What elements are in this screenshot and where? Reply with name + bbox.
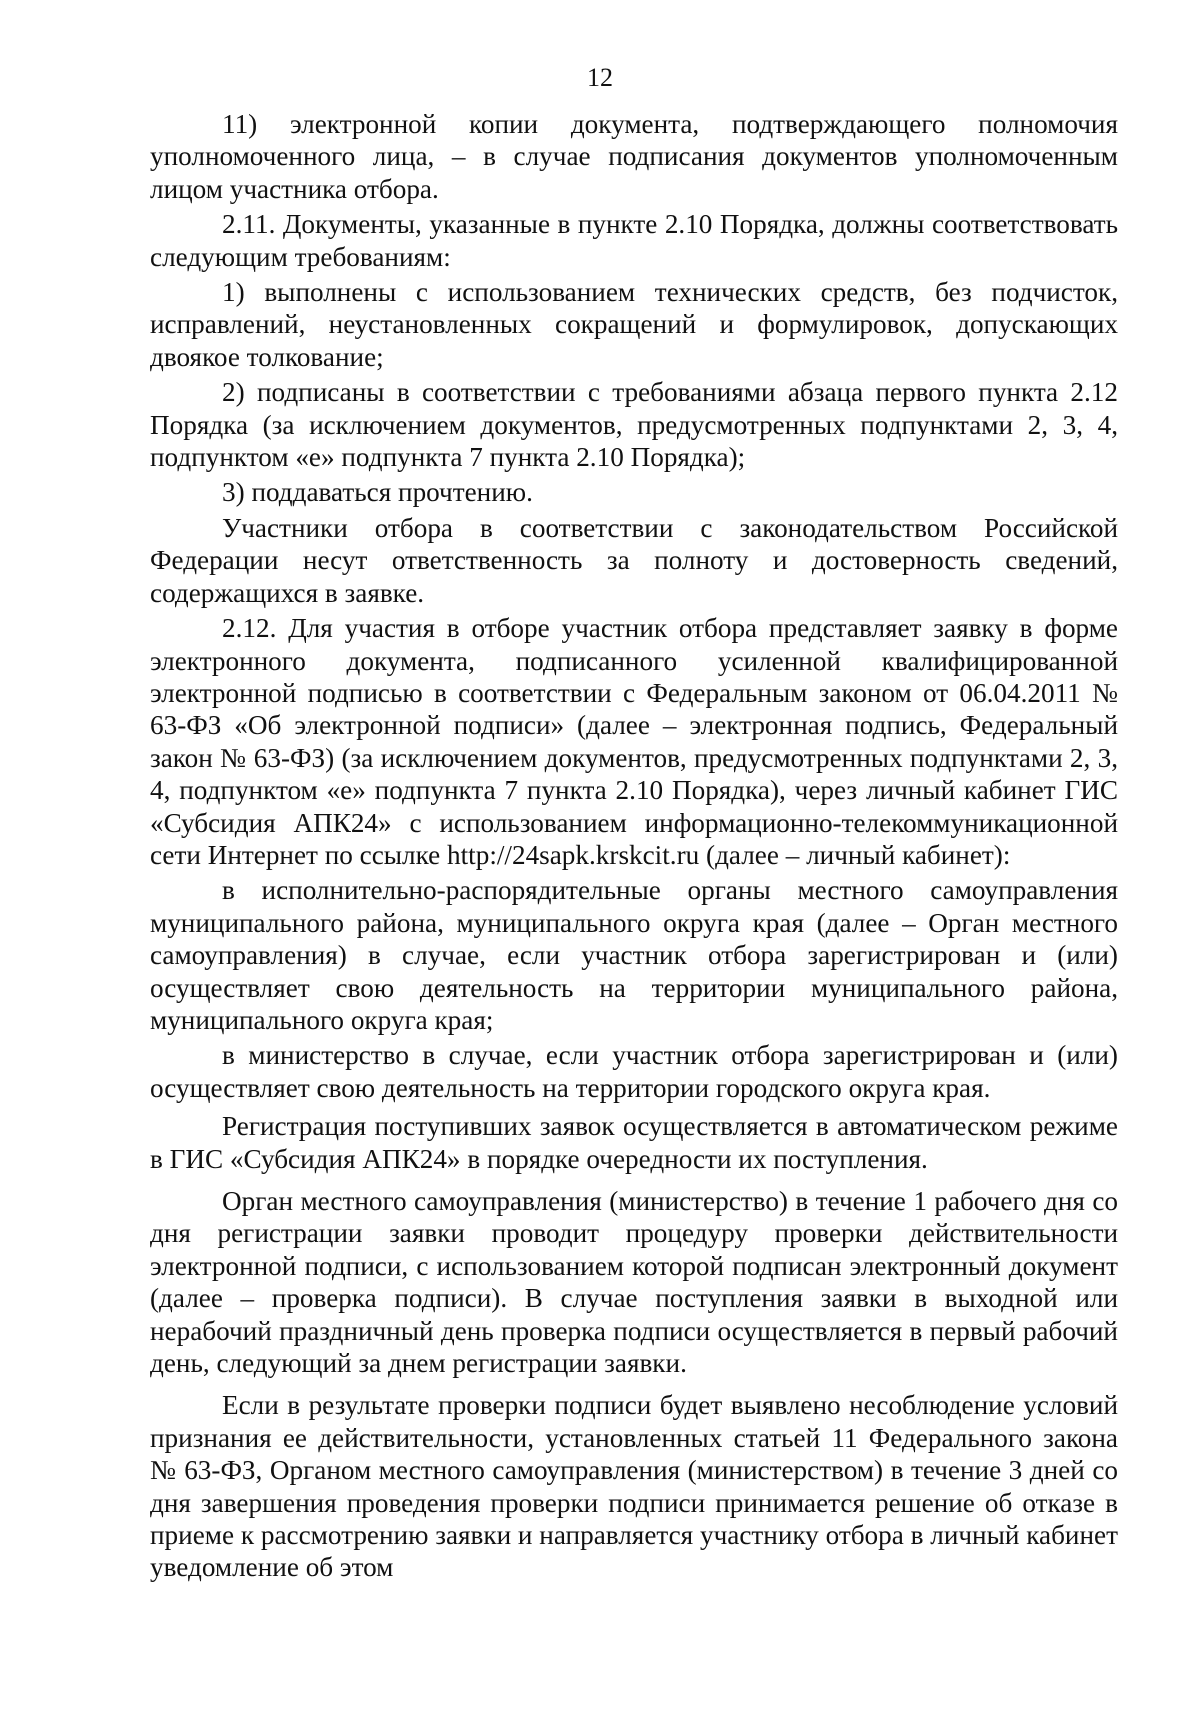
paragraph-local-authority: в исполнительно-распорядительные органы местного самоуправления муниципального района, муниципального округа края (далее – Орган местного самоуправления) в случае, если участник отбора зарегистрирован и (или) осуществляет свою деятельность на территории муниципального района, муниципального округа края;: [150, 875, 1118, 1035]
paragraph-registration: Регистрация поступивших заявок осуществляется в автоматическом режиме в ГИС «Субсидия АПК24» в порядке очередности их поступления.: [150, 1111, 1118, 1174]
paragraph-requirement-3: 3) поддаваться прочтению.: [222, 477, 533, 508]
paragraph-responsibility: Участники отбора в соответствии с законодательством Российской Федерации несут ответственность за полноту и достоверность сведений, содержащихся в заявке.: [150, 512, 1118, 608]
paragraph-item-11: 11) электронной копии документа, подтверждающего полномочия уполномоченного лица, – в случае подписания документов уполномоченным лицом участника отбора.: [150, 109, 1118, 204]
paragraph-ministry: в министерство в случае, если участник отбора зарегистрирован и (или) осуществляет свою деятельность на территории городского округа края.: [150, 1040, 1118, 1103]
paragraph-requirement-2: 2) подписаны в соответствии с требованиями абзаца первого пункта 2.12 Порядка (за исключением документов, предусмотренных подпунктами 2, 3, 4, подпунктом «е» подпункта 7 пункта 2.10 Порядка);: [150, 377, 1118, 473]
paragraph-requirement-1: 1) выполнены с использованием технических средств, без подчисток, исправлений, неустановленных сокращений и формулировок, допускающих двоякое толкование;: [150, 277, 1118, 372]
paragraph-2-11: 2.11. Документы, указанные в пункте 2.10 Порядка, должны соответствовать следующим требованиям:: [150, 209, 1118, 272]
paragraph-rejection: Если в результате проверки подписи будет выявлено несоблюдение условий признания ее действительности, установленных статьей 11 Федерального закона № 63-ФЗ, Органом местного самоуправления (министерством) в течение 3 дней со дня завершения проведения проверки подписи принимается решение об отказе в приеме к рассмотрению заявки и направляется участнику отбора в личный кабинет уведомление об этом: [150, 1390, 1118, 1583]
page-number: 12: [587, 63, 613, 92]
paragraph-2-12: 2.12. Для участия в отборе участник отбора представляет заявку в форме электронного документа, подписанного усиленной квалифицированной электронной подписью в соответствии с Федеральным законом от 06.04.2011 № 63-ФЗ «Об электронной подписи» (далее – электронная подпись, Федеральный закон № 63-ФЗ) (за исключением документов, предусмотренных подпунктами 2, 3, 4, подпунктом «е» подпункта 7 пункта 2.10 Порядка), через личный кабинет ГИС «Субсидия АПК24» с использованием информационно-телекоммуникационной сети Интернет по ссылке http://24sapk.krskcit.ru (далее – личный кабинет):: [150, 613, 1118, 870]
paragraph-signature-check: Орган местного самоуправления (министерство) в течение 1 рабочего дня со дня регистрации заявки проводит процедуру проверки действительности электронной подписи, с использованием которой подписан электронный документ (далее – проверка подписи). В случае поступления заявки в выходной или нерабочий праздничный день проверка подписи осуществляется в первый рабочий день, следующий за днем регистрации заявки.: [150, 1186, 1118, 1379]
document-body: [150, 108, 1118, 1584]
